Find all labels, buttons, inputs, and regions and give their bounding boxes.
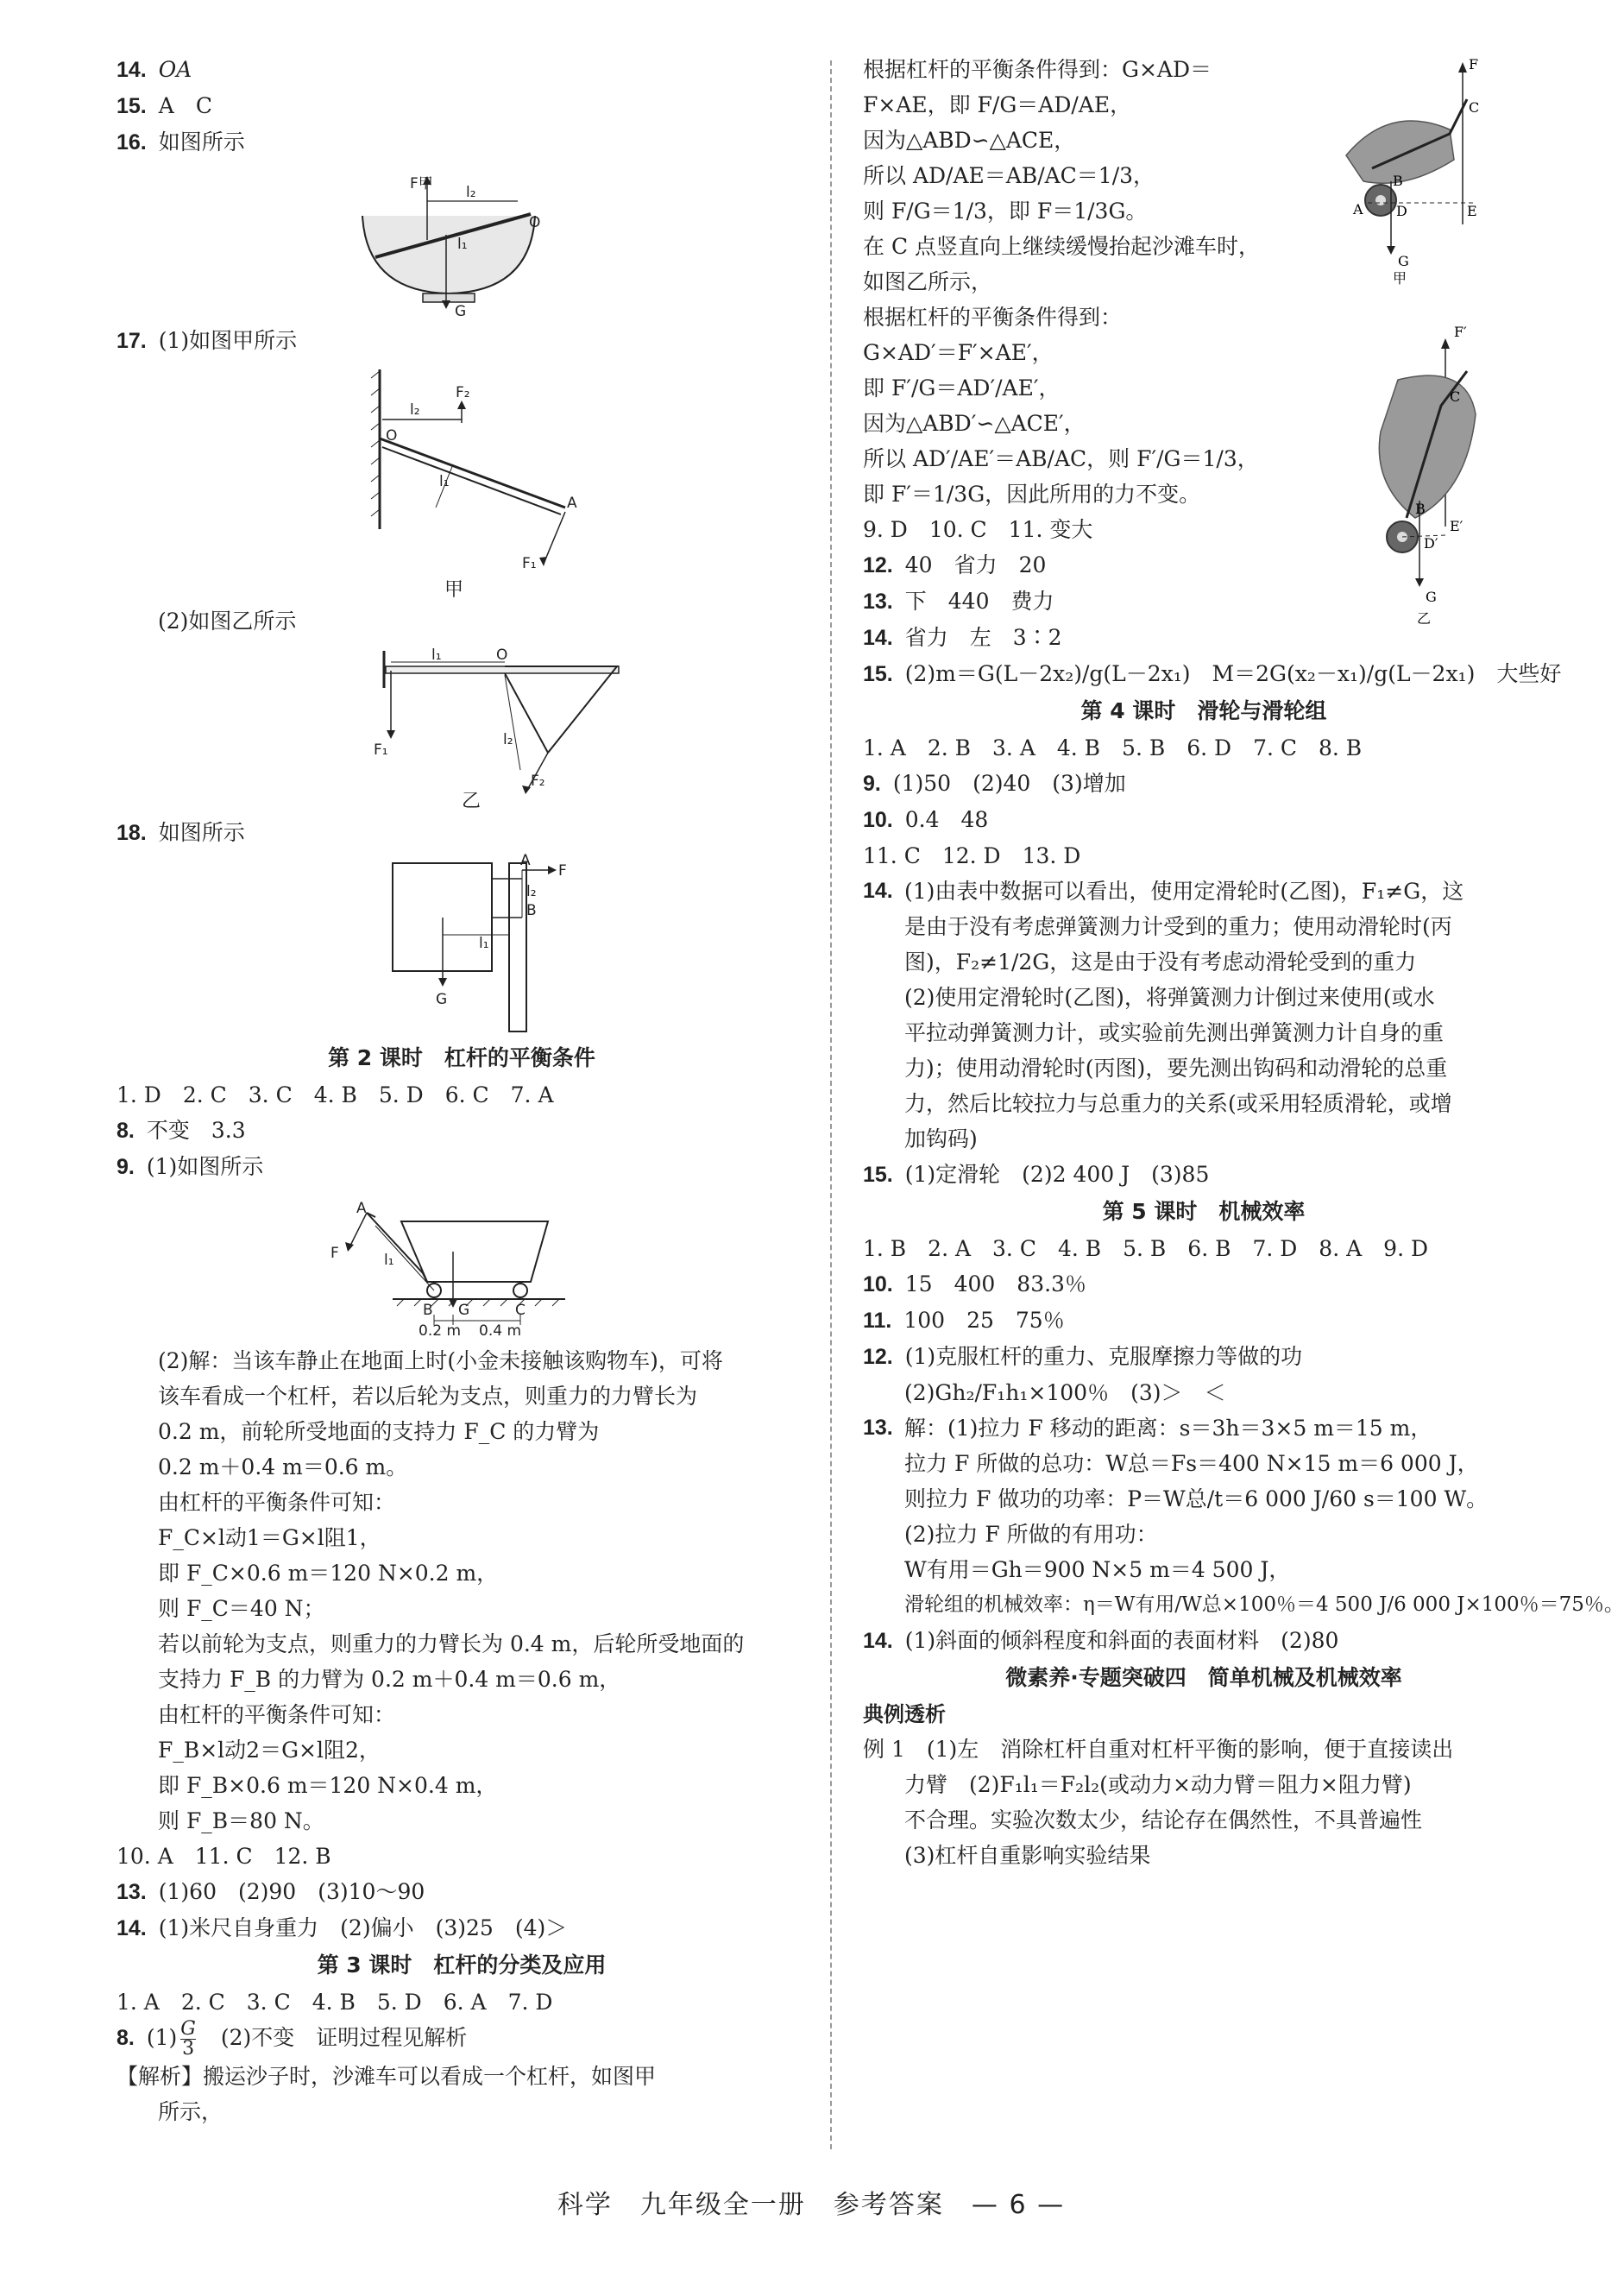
label-a: A bbox=[520, 852, 531, 869]
answer-3-8-analysis: 【解析】搬运沙子时，沙滩车可以看成一个杠杆，如图甲 bbox=[116, 2064, 657, 2089]
caption-jia: 甲 bbox=[1393, 270, 1407, 287]
label-e-prime: E′ bbox=[1450, 518, 1463, 534]
proof-line: F×AE，即 F/G＝AD/AE， bbox=[863, 92, 1132, 117]
label-f: F bbox=[330, 1245, 339, 1262]
answer-4-10: 10. 0.4 48 bbox=[863, 807, 989, 832]
column-divider bbox=[830, 60, 832, 2149]
section-title-5: 第 5 课时 机械效率 bbox=[1102, 1199, 1306, 1224]
figure-16-bowl-lever bbox=[116, 162, 548, 318]
label-f: F bbox=[1469, 56, 1479, 73]
answer-line: 力，然后比较拉力与总重力的关系(或采用轻质滑轮，或增 bbox=[904, 1091, 1452, 1116]
solution-line: 则 F_C＝40 N； bbox=[158, 1596, 325, 1621]
answer-16: 16. 如图所示 bbox=[116, 129, 245, 155]
label-f-jia: F甲 bbox=[410, 175, 433, 192]
label-l1: l₁ bbox=[439, 473, 450, 490]
answers-4-11to13: 11. C 12. D 13. D bbox=[863, 843, 1081, 868]
solution-line: 由杠杆的平衡条件可知： bbox=[158, 1490, 396, 1515]
label-g: G bbox=[1426, 589, 1437, 605]
answer-5-11: 11. 100 25 75％ bbox=[863, 1308, 1065, 1333]
solution-line: F_C×l动1＝G×l阻1， bbox=[158, 1525, 381, 1550]
label-o: O bbox=[386, 427, 398, 445]
answer-line: 加钩码) bbox=[904, 1126, 978, 1151]
label-f1: F₁ bbox=[374, 741, 388, 759]
label-c: C bbox=[1450, 388, 1461, 405]
answer-5-13: 13. 解：(1)拉力 F 移动的距离：s＝3h＝3×5 m＝15 m， 拉力 F 所做的总功：W总＝Fs＝400 N×15 m＝6 000 J， 则拉力 F 做功的功率：P＝W总/t＝6 000 J/60 s＝100 W。 (2)拉力 F 所做的有用功： W有用＝Gh＝900 N×5 m＝4 500 J， 滑轮组的机械效率：η＝W有用/W总×100％＝4 500 J/6 000 J×100％＝75％。 bbox=[863, 1410, 1545, 1623]
label-g: G bbox=[458, 1302, 470, 1319]
solution-line: 若以前轮为支点，则重力的力臂长为 0.4 m，后轮所受地面的 bbox=[158, 1631, 745, 1656]
solution-line: 该车看成一个杠杆，若以后轮为支点，则重力的力臂长为 bbox=[158, 1384, 698, 1409]
proof-line: 根据杠杆的平衡条件得到： bbox=[863, 305, 1123, 330]
label-l1: l₁ bbox=[479, 935, 489, 952]
answers-5-1to9: 1. B 2. A 3. C 4. B 5. B 6. B 7. D 8. A 9. D bbox=[863, 1236, 1429, 1261]
figure-17a-wall-lever bbox=[116, 361, 577, 572]
answer-5-14: 14. (1)斜面的倾斜程度和斜面的表面材料 (2)80 bbox=[863, 1628, 1339, 1653]
label-e: E bbox=[1467, 203, 1477, 219]
label-l1: l₁ bbox=[457, 236, 468, 253]
label-d: D bbox=[1396, 203, 1407, 219]
answer-15: 15. (2)m＝G(L－2x₂)/g(L－2x₁) M＝2G(x₂－x₁)/g(L－2x₁) 大些好 bbox=[863, 661, 1562, 686]
subheading-examples: 典例透析 bbox=[863, 1702, 946, 1726]
answers-4-1to8: 1. A 2. B 3. A 4. B 5. B 6. D 7. C 8. B bbox=[863, 735, 1363, 760]
label-d-prime: D′ bbox=[1424, 535, 1438, 552]
label-b: B bbox=[1393, 173, 1403, 189]
answer-line: 平拉动弹簧测力计，或实验前先测出弹簧测力计自身的重 bbox=[904, 1020, 1445, 1045]
label-l1: l₁ bbox=[384, 1252, 394, 1269]
answer-line: 则拉力 F 做功的功率：P＝W总/t＝6 000 J/60 s＝100 W。 bbox=[904, 1486, 1489, 1511]
section-title-6: 微素养·专题突破四 简单机械及机械效率 bbox=[1005, 1665, 1402, 1690]
answer-line: (1)由表中数据可以看出，使用定滑轮时(乙图)，F₁≠G，这 bbox=[904, 879, 1464, 904]
answer-3-8: 8. (1) $\frac{G}{3}$ (2)不变 证明过程见解析 bbox=[116, 2018, 468, 2060]
answer-line: 图)，F₂≠1/2G，这是由于没有考虑动滑轮受到的重力 bbox=[904, 949, 1417, 975]
answer-2-9: 9. (1)如图所示 bbox=[116, 1154, 264, 1179]
answer-line: 是由于没有考虑弹簧测力计受到的重力；使用动滑轮时(丙 bbox=[904, 914, 1452, 939]
label-o: O bbox=[496, 647, 508, 664]
right-column bbox=[863, 52, 1624, 1873]
answer-line: 力)；使用动滑轮时(丙图)，要先测出钩码和动滑轮的总重 bbox=[904, 1056, 1448, 1081]
figure-9-cart-lever bbox=[116, 1187, 600, 1338]
proof-line: 在 C 点竖直向上继续缓慢抬起沙滩车时， bbox=[863, 234, 1261, 259]
label-g: G bbox=[1398, 253, 1409, 269]
answer-2-13: 13. (1)60 (2)90 (3)10～90 bbox=[116, 1879, 425, 1904]
answer-line: 解：(1)拉力 F 移动的距离：s＝3h＝3×5 m＝15 m， bbox=[904, 1416, 1432, 1441]
example-1 bbox=[863, 1732, 1545, 1873]
answer-14: 14. 省力 左 3∶2 bbox=[863, 625, 1062, 650]
answer-2-14: 14. (1)米尺自身重力 (2)偏小 (3)25 (4)＞ bbox=[116, 1915, 568, 1940]
answers-2-10to12: 10. A 11. C 12. B bbox=[116, 1844, 331, 1869]
caption-yi: 乙 bbox=[1417, 610, 1432, 627]
label-b: B bbox=[526, 902, 537, 919]
figure-17b-shelf-lever bbox=[116, 640, 600, 804]
proof-line: 如图乙所示， bbox=[863, 269, 993, 294]
proof-line: 因为△ABD∽△ACE， bbox=[863, 128, 1076, 153]
figure-cart-yi bbox=[1355, 311, 1545, 639]
answer-line: 滑轮组的机械效率：η＝W有用/W总×100％＝4 500 J/6 000 J×100％＝75％。 bbox=[904, 1593, 1624, 1616]
answer-18: 18. 如图所示 bbox=[116, 820, 245, 845]
answer-14: 14. OA bbox=[116, 57, 192, 82]
answer-line: W有用＝Gh＝900 N×5 m＝4 500 J， bbox=[904, 1557, 1291, 1582]
proof-line: 所以 AD′/AE′＝AB/AC，则 F′/G＝1/3， bbox=[863, 446, 1259, 471]
example-line: 力臂 (2)F₁l₁＝F₂l₂(或动力×动力臂＝阻力×阻力臂) bbox=[904, 1772, 1412, 1797]
proof-line: 所以 AD/AE＝AB/AC＝1/3， bbox=[863, 163, 1155, 188]
label-f2: F₂ bbox=[456, 384, 470, 401]
solution-line: 支持力 F_B 的力臂为 0.2 m＋0.4 m＝0.6 m， bbox=[158, 1667, 621, 1692]
label-b: B bbox=[423, 1302, 433, 1319]
answer-2-9-solution bbox=[116, 1343, 807, 1839]
proof-line: 即 F′/G＝AD′/AE′， bbox=[863, 375, 1061, 401]
proof-line: 根据杠杆的平衡条件得到：G×AD＝ bbox=[863, 57, 1212, 82]
example-line: (3)杠杆自重影响实验结果 bbox=[904, 1843, 1151, 1868]
label-l2: l₂ bbox=[410, 401, 420, 419]
solution-line: 0.2 m，前轮所受地面的支持力 F_C 的力臂为 bbox=[158, 1419, 600, 1444]
section-title-3: 第 3 课时 杠杆的分类及应用 bbox=[317, 1952, 607, 1978]
answer-3-8-analysis-cont: 所示， bbox=[158, 2099, 223, 2124]
label-l2: l₂ bbox=[526, 883, 537, 900]
answer-5-10: 10. 15 400 83.3％ bbox=[863, 1271, 1086, 1296]
answer-5-12: 12. (1)克服杠杆的重力、克服摩擦力等做的功 bbox=[863, 1344, 1303, 1369]
answer-4-14: 14. (1)由表中数据可以看出，使用定滑轮时(乙图)，F₁≠G，这 是由于没有考虑弹簧测力计受到的重力；使用动滑轮时(丙 图)，F₂≠1/2G，这是由于没有考虑动滑轮受到的重力 (2)使用定滑轮时(乙图)，将弹簧测力计倒过来使用(或水 平拉动弹簧测力计，或实验前先测出弹簧测力计自身的重 力)；使用动滑轮时(丙图)，要先测出钩码和动滑轮的总重 力，然后比较拉力与总重力的关系(或采用轻质滑轮，或增 加钩码) bbox=[863, 874, 1545, 1157]
answer-12: 12. 40 省力 20 bbox=[863, 552, 1047, 577]
example-line: 例 1 (1)左 消除杠杆自重对杠杆平衡的影响，便于直接读出 bbox=[863, 1737, 1454, 1762]
answers-9to11: 9. D 10. C 11. 变大 bbox=[863, 517, 1093, 542]
left-column bbox=[116, 52, 807, 2129]
solution-line: 则 F_B＝80 N。 bbox=[158, 1808, 324, 1833]
label-a: A bbox=[356, 1200, 367, 1217]
answer-15: 15. A C bbox=[116, 93, 212, 118]
figure-18-box-lever bbox=[116, 853, 600, 1034]
label-a: A bbox=[1353, 201, 1363, 218]
solution-line: 即 F_C×0.6 m＝120 N×0.2 m， bbox=[158, 1561, 499, 1586]
label-f: F bbox=[558, 862, 567, 880]
example-line: 不合理。实验次数太少，结论存在偶然性，不具普遍性 bbox=[904, 1807, 1423, 1833]
proof-line: 因为△ABD′∽△ACE′， bbox=[863, 411, 1086, 436]
label-0-2m: 0.2 m bbox=[419, 1322, 461, 1340]
answer-13: 13. 下 440 费力 bbox=[863, 589, 1054, 614]
label-f2: F₂ bbox=[531, 773, 545, 790]
label-o: O bbox=[529, 214, 541, 231]
answers-2-1to7: 1. D 2. C 3. C 4. B 5. D 6. C 7. A bbox=[116, 1082, 554, 1107]
answer-5-12-2: (2)Gh₂/F₁h₁×100％ (3)＞ ＜ bbox=[904, 1380, 1226, 1405]
label-l2: l₂ bbox=[466, 184, 476, 201]
answer-line: 拉力 F 所做的总功：W总＝Fs＝400 N×15 m＝6 000 J， bbox=[904, 1451, 1479, 1476]
answer-line: (2)拉力 F 所做的有用功： bbox=[904, 1522, 1158, 1547]
label-b: B bbox=[1415, 501, 1426, 517]
answer-17-2: (2)如图乙所示 bbox=[158, 609, 297, 634]
proof-line: 则 F/G＝1/3，即 F＝1/3G。 bbox=[863, 199, 1148, 224]
solution-line: F_B×l动2＝G×l阻2， bbox=[158, 1738, 381, 1763]
label-g: G bbox=[455, 303, 467, 320]
label-c: C bbox=[1469, 99, 1480, 116]
section-title-2: 第 2 课时 杠杆的平衡条件 bbox=[328, 1045, 595, 1070]
label-0-4m: 0.4 m bbox=[479, 1322, 521, 1340]
label-f-prime: F′ bbox=[1454, 324, 1467, 340]
answers-3-1to7: 1. A 2. C 3. C 4. B 5. D 6. A 7. D bbox=[116, 1990, 553, 2015]
solution-line: 0.2 m＋0.4 m＝0.6 m。 bbox=[158, 1454, 408, 1479]
label-l1: l₁ bbox=[431, 647, 442, 664]
label-l2: l₂ bbox=[503, 731, 513, 748]
proof-line: G×AD′＝F′×AE′， bbox=[863, 340, 1054, 365]
figure-17a-caption: 甲 bbox=[444, 579, 464, 601]
figure-17b-caption: 乙 bbox=[462, 791, 482, 812]
proof-line: 即 F′＝1/3G，因此所用的力不变。 bbox=[863, 482, 1201, 507]
label-a: A bbox=[567, 495, 577, 512]
figure-cart-jia bbox=[1338, 52, 1545, 293]
solution-line: 即 F_B×0.6 m＝120 N×0.4 m， bbox=[158, 1773, 498, 1798]
label-f1: F₁ bbox=[522, 555, 537, 572]
page-footer: 科学 九年级全一册 参考答案 — 6 — bbox=[557, 2190, 1066, 2220]
answer-17: 17. (1)如图甲所示 bbox=[116, 328, 298, 353]
answer-line: (2)使用定滑轮时(乙图)，将弹簧测力计倒过来使用(或水 bbox=[904, 985, 1435, 1010]
solution-line: (2)解：当该车静止在地面上时(小金未接触该购物车)，可将 bbox=[158, 1348, 723, 1373]
label-g: G bbox=[436, 991, 448, 1008]
answer-4-9: 9. (1)50 (2)40 (3)增加 bbox=[863, 771, 1126, 796]
answer-4-15: 15. (1)定滑轮 (2)2 400 J (3)85 bbox=[863, 1162, 1210, 1187]
solution-line: 由杠杆的平衡条件可知： bbox=[158, 1702, 396, 1727]
answer-2-8: 8. 不变 3.3 bbox=[116, 1118, 246, 1143]
section-title-4: 第 4 课时 滑轮与滑轮组 bbox=[1080, 698, 1327, 723]
label-c: C bbox=[515, 1302, 526, 1319]
